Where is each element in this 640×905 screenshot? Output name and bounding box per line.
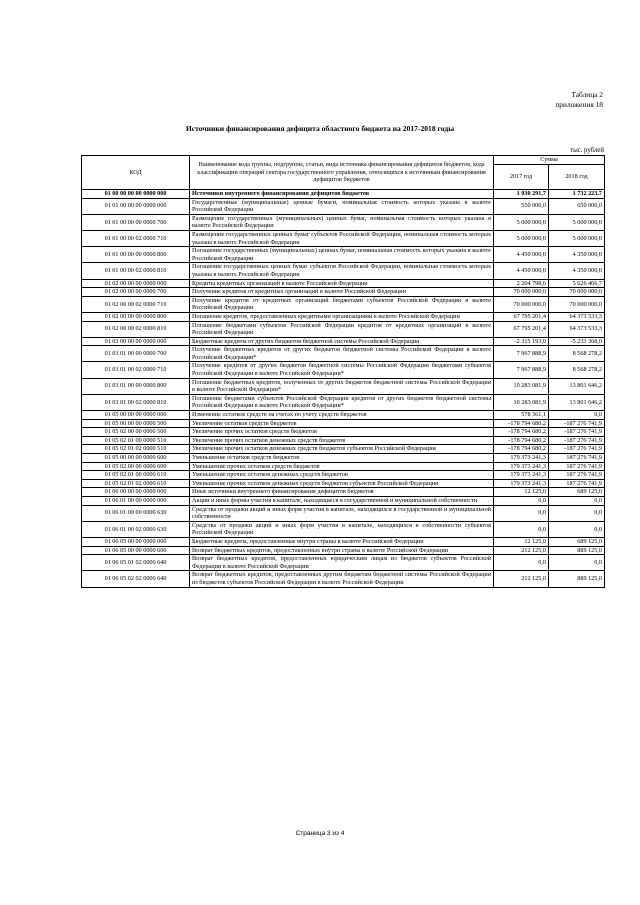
- row-code: 01 05 00 00 00 0000 500: [82, 419, 190, 428]
- column-header-code: КОД: [82, 156, 190, 190]
- row-value-2018: 187 276 741,9: [549, 462, 605, 471]
- row-value-2017: 70 000 000,0: [494, 288, 549, 297]
- row-name: Изменение остатков средств на счетах по учету средств бюджетов: [190, 411, 494, 420]
- row-name: Получение кредитов от кредитных организаций бюджетами субъектов Российской Федерации в валюте Российской Федерации: [190, 296, 494, 312]
- row-value-2017: 7 967 888,9: [494, 362, 549, 378]
- row-value-2018: -187 276 741,9: [549, 445, 605, 454]
- row-value-2017: 212 125,0: [494, 571, 549, 587]
- row-code: 01 05 02 01 00 0000 510: [82, 436, 190, 445]
- table-row: [82, 505, 605, 521]
- row-value-2018: 5 000 000,0: [549, 214, 605, 230]
- table-row: [82, 496, 605, 505]
- row-name: Получение бюджетных кредитов от других бюджетов бюджетной системы Российской Федерации в валюте Российской Федерации*: [190, 346, 494, 362]
- row-name: Средства от продажи акций и иных форм участия в капитале, находящихся в государственной и муниципальной собственности: [190, 505, 494, 521]
- row-value-2018: 70 000 000,0: [549, 288, 605, 297]
- row-name: Возврат бюджетных кредитов, предоставленных внутри страны в валюте Российской Федерации: [190, 546, 494, 555]
- table-row: [82, 471, 605, 480]
- table-row: [82, 454, 605, 463]
- row-value-2018: 64 373 533,3: [549, 312, 605, 321]
- row-name: Погашение кредитов, предоставленных кредитными организациями в валюте Российской Федерации: [190, 312, 494, 321]
- row-name: Кредиты кредитных организаций в валюте Российской Федерации: [190, 279, 494, 288]
- row-value-2017: 179 373 241,3: [494, 471, 549, 480]
- row-value-2018: 689 125,0: [549, 488, 605, 497]
- table-row: [82, 346, 605, 362]
- header-table-number: Таблица 2: [571, 90, 603, 99]
- table-row: [82, 445, 605, 454]
- row-value-2018: -187 276 741,9: [549, 436, 605, 445]
- row-name: Возврат бюджетных кредитов, предоставленных другим бюджетам бюджетной системы Российской Федерации из бюджетов субъектов Российской Федерации в валюте Российской Федерации: [190, 571, 494, 587]
- row-value-2017: 12 125,0: [494, 488, 549, 497]
- row-code: 01 05 02 01 00 0000 610: [82, 471, 190, 480]
- row-value-2017: 67 795 201,4: [494, 321, 549, 337]
- row-code: 01 06 01 00 00 0000 630: [82, 505, 190, 521]
- table-row: [82, 428, 605, 437]
- row-value-2017: 10 283 081,9: [494, 378, 549, 394]
- row-value-2018: 5 000 000,0: [549, 230, 605, 246]
- row-code: 01 03 01 00 02 0000 710: [82, 362, 190, 378]
- table-row: [82, 394, 605, 410]
- table-row: [82, 362, 605, 378]
- row-value-2018: 5 626 466,7: [549, 279, 605, 288]
- row-value-2018: 650 000,0: [549, 198, 605, 214]
- row-value-2018: 689 125,0: [549, 537, 605, 546]
- row-code: 01 06 05 02 02 0000 640: [82, 571, 190, 587]
- table-row: [82, 571, 605, 587]
- row-name: Увеличение остатков средств бюджетов: [190, 419, 494, 428]
- row-value-2017: 5 000 000,0: [494, 230, 549, 246]
- row-name: Увеличение прочих остатков денежных средств бюджетов субъектов Российской Федерации: [190, 445, 494, 454]
- table-row: [82, 279, 605, 288]
- row-code: 01 03 00 00 00 0000 000: [82, 337, 190, 346]
- row-name: Погашение бюджетами субъектов Российской Федерации кредитов от кредитных организаций в валюте Российской Федерации: [190, 321, 494, 337]
- row-value-2017: 5 000 000,0: [494, 214, 549, 230]
- row-value-2017: 4 450 000,0: [494, 247, 549, 263]
- row-code: 01 05 02 01 02 0000 610: [82, 479, 190, 488]
- row-name: Уменьшение прочих остатков денежных средств бюджетов: [190, 471, 494, 480]
- row-value-2018: 4 350 000,0: [549, 263, 605, 279]
- row-name: Размещение государственных ценных бумаг субъектов Российской Федерации, номинальная стоимость которых указана в валюте Российской Федерации: [190, 230, 494, 246]
- row-code: 01 00 00 00 00 0000 000: [82, 190, 190, 199]
- row-value-2017: -2 315 193,0: [494, 337, 549, 346]
- row-name: Получение кредитов от кредитных организаций в валюте Российской Федерации: [190, 288, 494, 297]
- row-value-2018: 64 373 533,3: [549, 321, 605, 337]
- table-row: [82, 419, 605, 428]
- row-code: 01 06 00 00 00 0000 000: [82, 488, 190, 497]
- row-value-2017: 2 204 798,6: [494, 279, 549, 288]
- table-header: [82, 156, 605, 190]
- table-row: [82, 247, 605, 263]
- column-header-sum: Сумма: [494, 156, 605, 165]
- row-name: Погашение государственных (муниципальных) ценных бумаг, номинальная стоимость которых указана в валюте Российской Федерации: [190, 247, 494, 263]
- row-code: 01 01 00 00 02 0000 810: [82, 263, 190, 279]
- row-name: Возврат бюджетных кредитов, предоставленных юридическим лицам из бюджетов субъектов Российской Федерации в валюте Российской Федерации: [190, 555, 494, 571]
- row-name: Бюджетные кредиты, предоставленные внутри страны в валюте Российской Федерации: [190, 537, 494, 546]
- row-value-2017: 10 283 081,9: [494, 394, 549, 410]
- table-row: [82, 411, 605, 420]
- row-value-2018: 8 568 278,2: [549, 362, 605, 378]
- row-value-2018: 0,0: [549, 505, 605, 521]
- row-value-2017: -178 794 680,2: [494, 436, 549, 445]
- row-value-2017: 179 373 241,3: [494, 454, 549, 463]
- table-row: [82, 555, 605, 571]
- table-row: [82, 488, 605, 497]
- unit-label: тыс. рублей: [570, 147, 604, 154]
- row-value-2017: 179 373 241,3: [494, 462, 549, 471]
- row-name: Погашение бюджетами субъектов Российской Федерации кредитов от других бюджетов бюджетной системы Российской Федерации в валюте Российской Федерации*: [190, 394, 494, 410]
- row-value-2018: 13 801 646,2: [549, 378, 605, 394]
- row-code: 01 03 01 00 02 0000 810: [82, 394, 190, 410]
- row-value-2018: 187 276 741,9: [549, 479, 605, 488]
- row-value-2017: 0,0: [494, 555, 549, 571]
- row-name: Иные источники внутреннего финансирования дефицитов бюджетов: [190, 488, 494, 497]
- table-row: [82, 521, 605, 537]
- row-code: 01 01 00 00 00 0000 700: [82, 214, 190, 230]
- row-code: 01 02 00 00 02 0000 810: [82, 321, 190, 337]
- row-value-2018: 889 125,0: [549, 546, 605, 555]
- table-row: [82, 321, 605, 337]
- row-name: Увеличение прочих остатков средств бюджетов: [190, 428, 494, 437]
- row-value-2017: 578 561,1: [494, 411, 549, 420]
- row-value-2017: -178 794 680,2: [494, 419, 549, 428]
- table-row: [82, 230, 605, 246]
- row-name: Уменьшение остатков средств бюджетов: [190, 454, 494, 463]
- row-value-2017: 70 000 000,0: [494, 296, 549, 312]
- row-value-2018: 0,0: [549, 555, 605, 571]
- row-code: 01 02 00 00 00 0000 700: [82, 288, 190, 297]
- table-row: [82, 214, 605, 230]
- row-code: 01 05 02 00 00 0000 500: [82, 428, 190, 437]
- row-value-2017: 7 967 888,9: [494, 346, 549, 362]
- row-value-2018: -187 276 741,9: [549, 428, 605, 437]
- row-value-2017: 12 125,0: [494, 537, 549, 546]
- row-name: Источники внутреннего финансирования дефицитов бюджетов: [190, 190, 494, 199]
- table-row: [82, 190, 605, 199]
- table-row: [82, 546, 605, 555]
- page-number: Страница 3 из 4: [295, 830, 345, 837]
- table-row: [82, 462, 605, 471]
- row-code: 01 02 00 00 00 0000 000: [82, 279, 190, 288]
- row-value-2018: 187 276 741,9: [549, 454, 605, 463]
- column-header-2017: 2017 год: [494, 165, 549, 190]
- row-value-2018: 0,0: [549, 521, 605, 537]
- row-value-2017: -178 794 680,2: [494, 428, 549, 437]
- table-row: [82, 288, 605, 297]
- header-appendix: приложения 18: [555, 100, 603, 109]
- row-code: 01 06 01 00 02 0000 630: [82, 521, 190, 537]
- row-code: 01 01 00 00 00 0000 000: [82, 198, 190, 214]
- row-name: Увеличение прочих остатков денежных средств бюджетов: [190, 436, 494, 445]
- row-code: 01 06 05 00 00 0000 000: [82, 537, 190, 546]
- table-row: [82, 479, 605, 488]
- row-code: 01 01 00 00 02 0000 710: [82, 230, 190, 246]
- row-name: Бюджетные кредиты от других бюджетов бюджетной системы Российской Федерации: [190, 337, 494, 346]
- column-header-2018: 2018 год: [549, 165, 605, 190]
- table-body: [82, 190, 605, 588]
- row-value-2018: 187 276 741,9: [549, 471, 605, 480]
- row-code: 01 05 02 01 02 0000 510: [82, 445, 190, 454]
- row-name: Размещение государственных (муниципальных) ценных бумаг, номинальная стоимость которых указана в валюте Российской Федерации: [190, 214, 494, 230]
- row-code: 01 01 00 00 00 0000 800: [82, 247, 190, 263]
- row-code: 01 02 00 00 02 0000 710: [82, 296, 190, 312]
- row-value-2017: 550 000,0: [494, 198, 549, 214]
- table-row: [82, 436, 605, 445]
- row-value-2017: -178 794 680,2: [494, 445, 549, 454]
- table-row: [82, 198, 605, 214]
- row-name: Получение кредитов от других бюджетов бюджетной системы Российской Федерации бюджетами субъектов Российской Федерации в валюте Российской Федерации*: [190, 362, 494, 378]
- row-value-2018: 889 125,0: [549, 571, 605, 587]
- row-name: Погашение государственных ценных бумаг субъектов Российской Федерации, номинальная стоимость которых указана в валюте Российской Федерации: [190, 263, 494, 279]
- row-value-2018: -187 276 741,9: [549, 419, 605, 428]
- row-value-2017: 1 030 291,7: [494, 190, 549, 199]
- row-code: 01 02 00 00 00 0000 800: [82, 312, 190, 321]
- row-value-2017: 67 795 201,4: [494, 312, 549, 321]
- row-code: 01 05 00 00 00 0000 600: [82, 454, 190, 463]
- row-value-2017: 0,0: [494, 496, 549, 505]
- table-row: [82, 337, 605, 346]
- financing-table: [81, 155, 605, 588]
- row-name: Акции и иные формы участия в капитале, находящиеся в государственной и муниципальной собственности: [190, 496, 494, 505]
- column-header-name: Наименование кода группы, подгруппы, статьи, вида источника финансирования дефицитов бюджетов, кода классификации операций сектора государственного управления, относящихся к источникам финансирования дефицитов бюджетов: [190, 156, 494, 190]
- row-value-2017: 179 373 241,3: [494, 479, 549, 488]
- table-row: [82, 312, 605, 321]
- row-code: 01 05 00 00 00 0000 000: [82, 411, 190, 420]
- row-value-2018: -5 233 368,0: [549, 337, 605, 346]
- row-code: 01 06 01 00 00 0000 000: [82, 496, 190, 505]
- row-value-2017: 0,0: [494, 505, 549, 521]
- row-value-2018: 4 350 000,0: [549, 247, 605, 263]
- row-value-2017: 0,0: [494, 521, 549, 537]
- row-code: 01 05 02 00 00 0000 600: [82, 462, 190, 471]
- row-value-2018: 1 732 223,7: [549, 190, 605, 199]
- row-value-2017: 4 450 000,0: [494, 263, 549, 279]
- row-value-2018: 0,0: [549, 496, 605, 505]
- row-name: Средства от продажи акций и иных форм участия в капитале, находящихся в собственности субъектов Российской Федерации: [190, 521, 494, 537]
- row-code: 01 06 05 01 02 0000 640: [82, 555, 190, 571]
- row-name: Уменьшение прочих остатков средств бюджетов: [190, 462, 494, 471]
- table-row: [82, 537, 605, 546]
- row-code: 01 03 01 00 00 0000 700: [82, 346, 190, 362]
- row-value-2017: 212 125,0: [494, 546, 549, 555]
- table-row: [82, 263, 605, 279]
- row-value-2018: 70 000 000,0: [549, 296, 605, 312]
- row-name: Уменьшение прочих остатков денежных средств бюджетов субъектов Российской Федерации: [190, 479, 494, 488]
- table-row: [82, 296, 605, 312]
- row-code: 01 03 01 00 00 0000 800: [82, 378, 190, 394]
- row-name: Государственные (муниципальные) ценные бумаги, номинальная стоимость которых указана в валюте Российской Федерации: [190, 198, 494, 214]
- row-value-2018: 13 801 646,2: [549, 394, 605, 410]
- row-code: 01 06 05 00 00 0000 600: [82, 546, 190, 555]
- row-value-2018: 8 568 278,2: [549, 346, 605, 362]
- page-title: Источники финансирования дефицита областного бюджета на 2017-2018 годы: [185, 124, 455, 133]
- table-row: [82, 378, 605, 394]
- row-value-2018: 0,0: [549, 411, 605, 420]
- row-name: Погашение бюджетных кредитов, полученных от других бюджетов бюджетной системы Российской Федерации в валюте Российской Федерации*: [190, 378, 494, 394]
